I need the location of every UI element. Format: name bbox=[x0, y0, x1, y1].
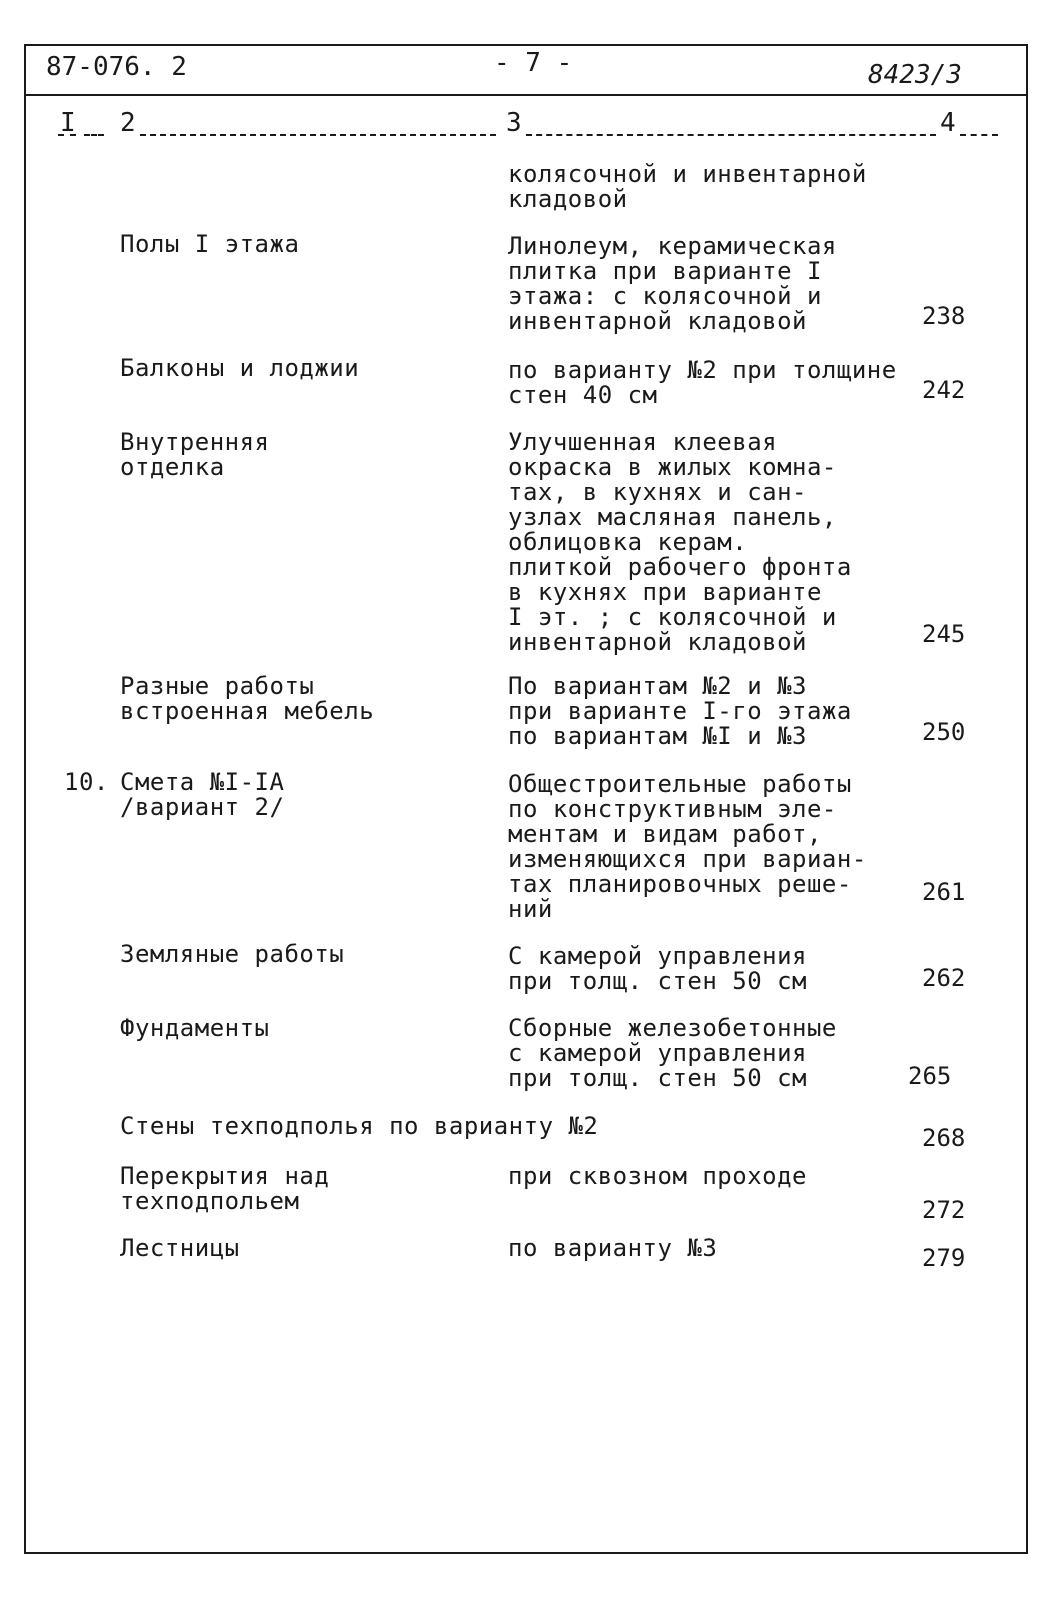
row-description: Линолеум, керамическая плитка при варианте I этажа: с колясочной и инвентарной кладовой bbox=[508, 232, 837, 335]
column-dash-line bbox=[526, 134, 936, 136]
column-number-1: I bbox=[60, 108, 76, 138]
row-page-number: 261 bbox=[922, 878, 966, 906]
row-page-number: 272 bbox=[922, 1196, 966, 1224]
row-title: Внутренняя отделка bbox=[120, 428, 270, 481]
row-title: Земляные работы bbox=[120, 940, 345, 968]
row-page-number: 250 bbox=[922, 718, 966, 746]
row-title: Балконы и лоджии bbox=[120, 354, 360, 382]
column-number-3: 3 bbox=[506, 108, 522, 138]
page-number: - 7 - bbox=[494, 48, 573, 78]
column-dash-line bbox=[84, 134, 104, 136]
column-dash-line bbox=[58, 134, 76, 136]
row-description: Улучшенная клеевая окраска в жилых комна- тах, в кухнях и сан- узлах масляная панель, облицовка керам. плиткой рабочего фронта в кухнях при варианте I эт. ; с колясочной и инвентарной кладовой bbox=[508, 428, 852, 656]
row-page-number: 268 bbox=[922, 1124, 966, 1152]
sheet-reference: 8423/3 bbox=[868, 60, 962, 90]
row-page-number: 279 bbox=[922, 1244, 966, 1272]
row-title: Смета №I-IA /вариант 2/ bbox=[120, 768, 285, 821]
row-page-number: 245 bbox=[922, 620, 966, 648]
row-title: Фундаменты bbox=[120, 1014, 270, 1042]
row-title: Полы I этажа bbox=[120, 230, 300, 258]
column-number-4: 4 bbox=[940, 108, 956, 138]
column-number-2: 2 bbox=[120, 108, 136, 138]
column-dash-line bbox=[960, 134, 998, 136]
document-code: 87-076. 2 bbox=[46, 52, 187, 82]
row-page-number: 262 bbox=[922, 964, 966, 992]
row-title: Лестницы bbox=[120, 1234, 240, 1262]
row-title: Разные работы встроенная мебель bbox=[120, 672, 375, 725]
row-description: С камерой управления при толщ. стен 50 см bbox=[508, 942, 807, 995]
row-title: Стены техподполья по варианту №2 bbox=[120, 1112, 599, 1140]
row-title: Перекрытия над техподпольем bbox=[120, 1162, 330, 1215]
row-description: при сквозном проходе bbox=[508, 1162, 807, 1190]
row-number: 10. bbox=[64, 768, 109, 796]
row-description: по варианту №2 при толщине стен 40 см bbox=[508, 356, 897, 409]
row-description: По вариантам №2 и №3 при варианте I-го этажа по вариантам №I и №3 bbox=[508, 672, 852, 750]
column-dash-line bbox=[140, 134, 496, 136]
row-page-number: 238 bbox=[922, 302, 966, 330]
header-divider bbox=[24, 94, 1028, 96]
row-description: по варианту №3 bbox=[508, 1234, 718, 1262]
row-page-number: 265 bbox=[908, 1062, 952, 1090]
row-description: Общестроительные работы по конструктивным эле- ментам и видам работ, изменяющихся при вариан- тах планировочных реше- ний bbox=[508, 770, 867, 923]
row-description: колясочной и инвентарной кладовой bbox=[508, 160, 867, 213]
row-page-number: 242 bbox=[922, 376, 966, 404]
row-description: Сборные железобетонные с камерой управления при толщ. стен 50 см bbox=[508, 1014, 837, 1092]
